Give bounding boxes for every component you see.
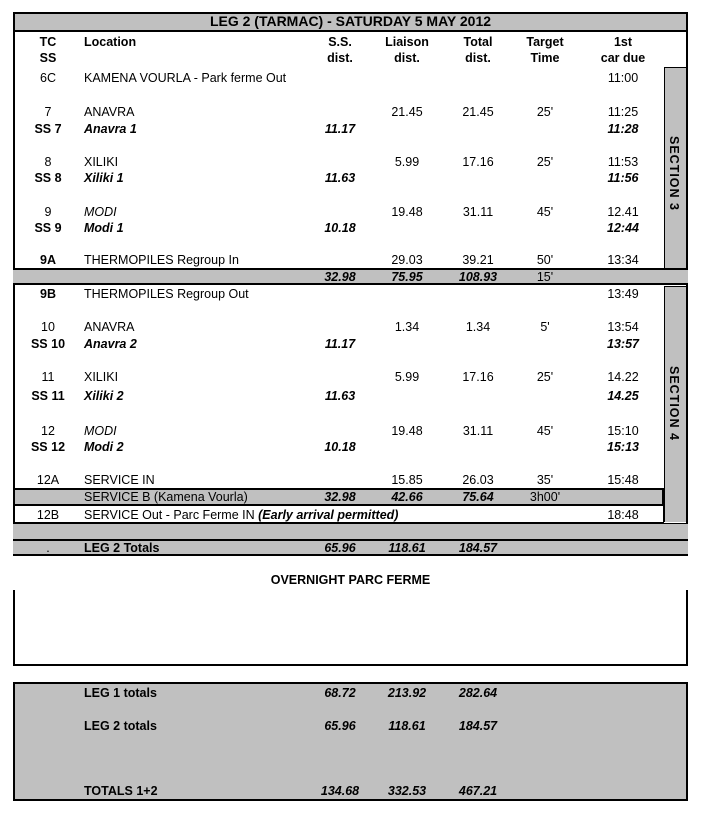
row-due: 11:28 xyxy=(607,122,639,136)
summary-label: TOTALS 1+2 xyxy=(84,784,158,798)
row-total: 17.16 xyxy=(462,155,494,169)
row-location: SERVICE IN xyxy=(84,473,155,487)
service-b-ss: 32.98 xyxy=(324,490,356,504)
row-target: 5' xyxy=(540,320,550,334)
row-due: 12:44 xyxy=(607,221,639,235)
row-tc: 9A xyxy=(40,253,56,267)
row-target: 25' xyxy=(536,105,554,119)
row-location: THERMOPILES Regroup Out xyxy=(84,287,249,301)
row-target: 50' xyxy=(536,253,554,267)
row-location: MODI xyxy=(84,424,117,438)
row-due: 11:53 xyxy=(607,155,639,169)
row-liaison: 29.03 xyxy=(391,253,423,267)
row-location-note: (Early arrival permitted) xyxy=(258,508,399,522)
header-ss-dist-2: dist. xyxy=(327,51,353,65)
row-liaison: 5.99 xyxy=(394,370,420,384)
summary-liaison: 213.92 xyxy=(387,686,427,700)
row-ss: 11.17 xyxy=(324,122,356,136)
row-location xyxy=(84,508,398,523)
header-location: Location xyxy=(84,35,137,49)
row-due: 11:00 xyxy=(607,71,639,85)
row-liaison: 21.45 xyxy=(391,105,423,119)
summary-ss: 65.96 xyxy=(324,719,356,733)
row-due: 13:34 xyxy=(607,253,639,267)
totals-tc: . xyxy=(46,541,50,555)
header-total-2: dist. xyxy=(465,51,491,65)
section-3-label: SECTION 3 xyxy=(667,136,681,211)
row-total: 17.16 xyxy=(462,370,494,384)
row-due: 12.41 xyxy=(607,205,639,219)
row-location: KAMENA VOURLA - Park ferme Out xyxy=(84,71,287,85)
row-ss: 10.18 xyxy=(324,440,356,454)
row-tc: 12A xyxy=(36,473,60,487)
header-total-1: Total xyxy=(463,35,493,49)
service-b-liaison: 42.66 xyxy=(391,490,423,504)
row-tc: 6C xyxy=(40,71,56,85)
row-location: Modi 1 xyxy=(84,221,124,235)
row-liaison: 5.99 xyxy=(394,155,420,169)
row-due: 14.22 xyxy=(607,370,639,384)
header-ss-dist-1: S.S. xyxy=(328,35,352,49)
row-location: Xiliki 2 xyxy=(84,389,124,403)
row-tc: 10 xyxy=(41,320,55,334)
row-due: 13:54 xyxy=(607,320,639,334)
row-liaison: 19.48 xyxy=(391,424,423,438)
summary-total: 184.57 xyxy=(458,719,498,733)
row-location-text: SERVICE Out - Parc Ferme IN xyxy=(84,508,255,522)
summary-liaison: 118.61 xyxy=(388,719,426,733)
totals-total: 184.57 xyxy=(458,541,498,555)
page-title: LEG 2 (TARMAC) - SATURDAY 5 MAY 2012 xyxy=(209,13,492,29)
row-target: 25' xyxy=(536,370,554,384)
header-due-2: car due xyxy=(600,51,646,65)
row-ss: 10.18 xyxy=(324,221,356,235)
summary-total: 282.64 xyxy=(458,686,498,700)
row-target: 45' xyxy=(536,205,554,219)
row-tc: 12 xyxy=(41,424,55,438)
subtotal-target: 15' xyxy=(536,270,554,284)
row-tc: 11 xyxy=(41,370,55,384)
row-tc: 12B xyxy=(36,508,60,522)
overnight-heading: OVERNIGHT PARC FERME xyxy=(270,573,431,587)
subtotal-total: 108.93 xyxy=(458,270,498,284)
row-total: 39.21 xyxy=(462,253,494,267)
row-due: 11:25 xyxy=(607,105,639,119)
section-4-label: SECTION 4 xyxy=(667,366,681,441)
row-liaison: 1.34 xyxy=(394,320,420,334)
row-liaison: 15.85 xyxy=(391,473,423,487)
pre-totals-band xyxy=(13,523,688,540)
row-location: Modi 2 xyxy=(84,440,124,454)
service-b-target: 3h00' xyxy=(529,490,561,504)
row-tc: 9 xyxy=(44,205,52,219)
row-total: 1.34 xyxy=(465,320,491,334)
row-due: 18:48 xyxy=(607,508,639,522)
row-total: 31.11 xyxy=(462,205,494,219)
header-target-1: Target xyxy=(526,35,564,49)
row-location: Anavra 2 xyxy=(84,337,137,351)
row-total: 31.11 xyxy=(462,424,494,438)
row-location: MODI xyxy=(84,205,117,219)
header-tc: TC xyxy=(39,35,57,49)
summary-label: LEG 2 totals xyxy=(84,719,157,733)
row-location: THERMOPILES Regroup In xyxy=(84,253,239,267)
row-due: 15:48 xyxy=(607,473,639,487)
row-target: 45' xyxy=(536,424,554,438)
row-ss: 11.63 xyxy=(324,171,356,185)
service-b-total: 75.64 xyxy=(462,490,494,504)
row-location: XILIKI xyxy=(84,155,119,169)
summary-label: LEG 1 totals xyxy=(84,686,157,700)
row-tc: SS 7 xyxy=(34,122,62,136)
row-target: 35' xyxy=(536,473,554,487)
row-tc: 8 xyxy=(44,155,52,169)
row-tc: SS 8 xyxy=(34,171,62,185)
totals-label: LEG 2 Totals xyxy=(84,541,160,555)
overnight-box xyxy=(13,590,688,666)
row-due: 13:49 xyxy=(607,287,639,301)
row-due: 15:10 xyxy=(607,424,639,438)
row-due: 13:57 xyxy=(607,337,639,351)
row-location: Xiliki 1 xyxy=(84,171,124,185)
row-target: 25' xyxy=(536,155,554,169)
totals-liaison: 118.61 xyxy=(388,541,426,555)
header-target-2: Time xyxy=(530,51,560,65)
row-tc: SS 10 xyxy=(30,337,66,351)
row-due: 11:56 xyxy=(607,171,639,185)
row-tc: 9B xyxy=(40,287,56,301)
row-location: Anavra 1 xyxy=(84,122,137,136)
row-tc: SS 11 xyxy=(31,389,65,403)
row-location: ANAVRA xyxy=(84,105,135,119)
row-ss: 11.63 xyxy=(324,389,356,403)
summary-ss: 68.72 xyxy=(324,686,356,700)
row-total: 21.45 xyxy=(462,105,494,119)
summary-total: 467.21 xyxy=(458,784,498,798)
summary-ss: 134.68 xyxy=(320,784,360,798)
row-due: 15:13 xyxy=(607,440,639,454)
header-liaison-1: Liaison xyxy=(385,35,429,49)
summary-liaison: 332.53 xyxy=(387,784,427,798)
header-liaison-2: dist. xyxy=(394,51,420,65)
row-tc: SS 9 xyxy=(34,221,62,235)
row-location: ANAVRA xyxy=(84,320,135,334)
header-ss: SS xyxy=(39,51,57,65)
row-location: XILIKI xyxy=(84,370,119,384)
header-due-1: 1st xyxy=(613,35,633,49)
row-due: 14.25 xyxy=(607,389,639,403)
row-tc: SS 12 xyxy=(30,440,66,454)
row-liaison: 19.48 xyxy=(391,205,423,219)
row-ss: 11.17 xyxy=(324,337,356,351)
subtotal-liaison: 75.95 xyxy=(391,270,423,284)
subtotal-ss: 32.98 xyxy=(324,270,356,284)
row-tc: 7 xyxy=(44,105,52,119)
totals-ss: 65.96 xyxy=(324,541,356,555)
service-b-location: SERVICE B (Kamena Vourla) xyxy=(84,490,248,504)
row-total: 26.03 xyxy=(462,473,494,487)
